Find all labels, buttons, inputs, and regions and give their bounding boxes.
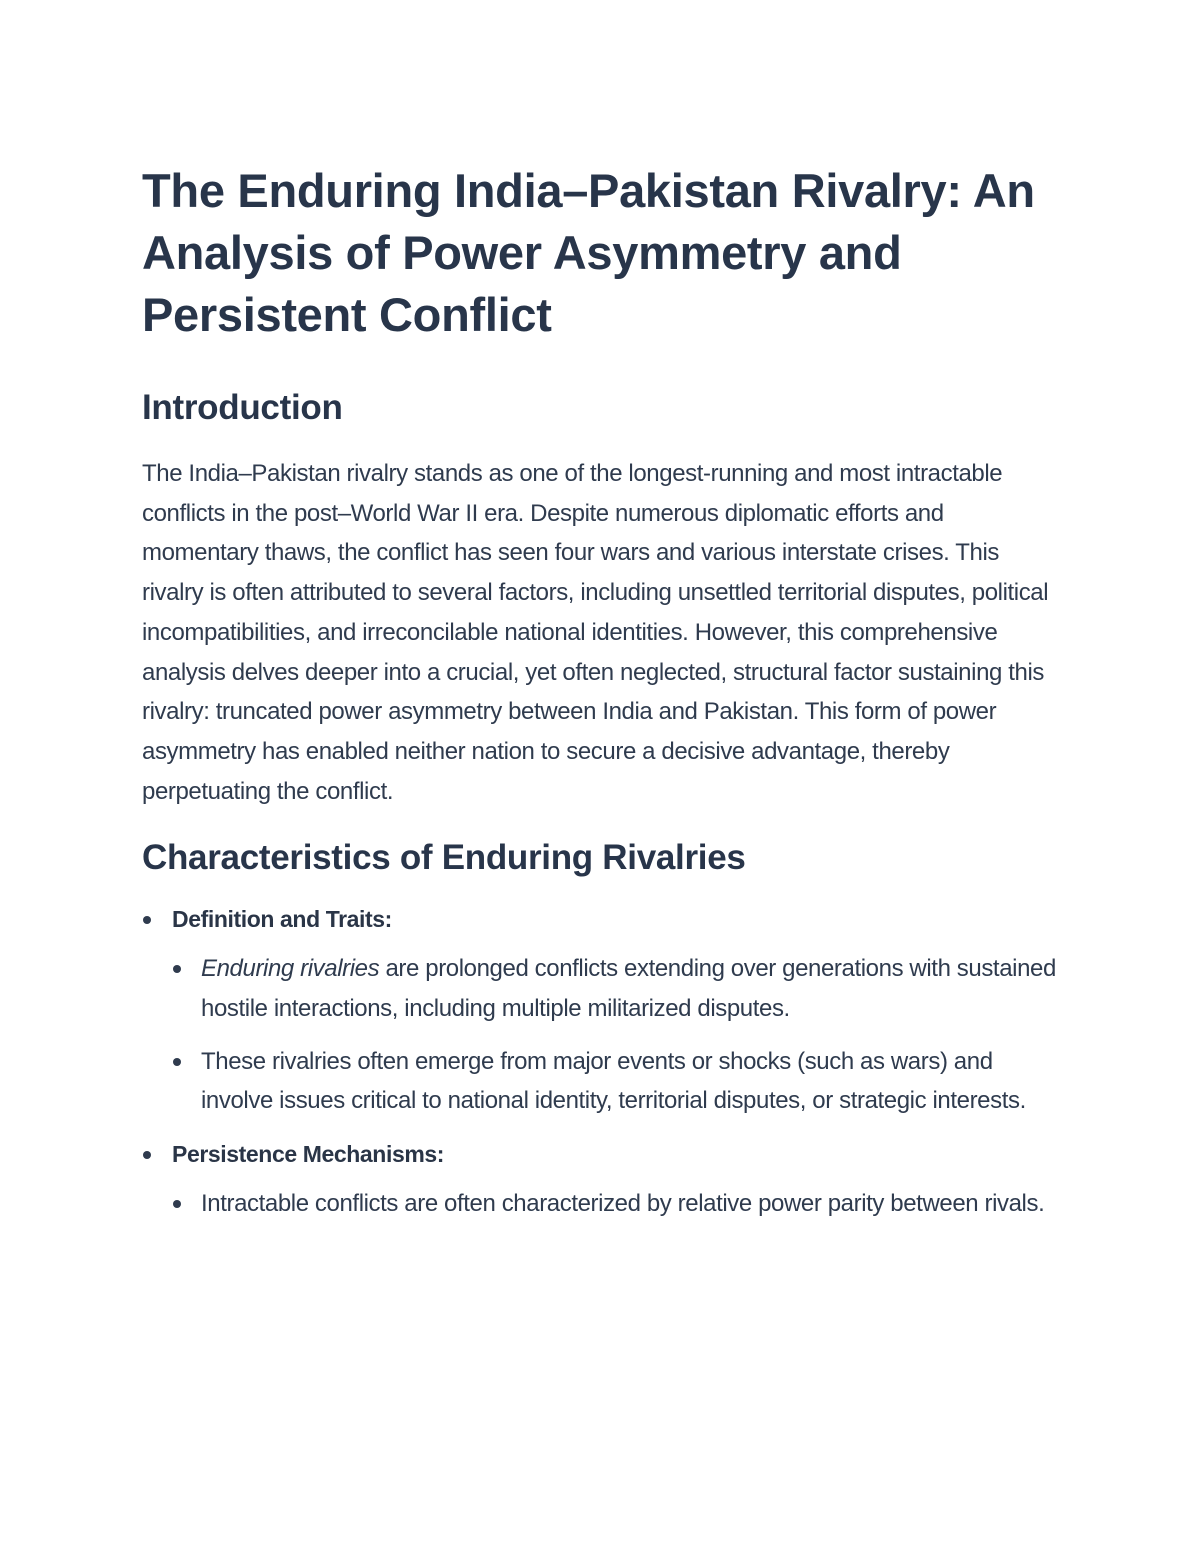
characteristics-list: [142, 900, 1062, 1224]
bullet-icon: [143, 916, 151, 924]
list-item: [142, 900, 1062, 1121]
sub-list-item: [172, 1042, 1062, 1121]
sub-list-item: [172, 1184, 1062, 1224]
sub-list: [172, 1184, 1062, 1224]
document-page: [142, 160, 1062, 1238]
bullet-icon: [173, 1200, 181, 1208]
bullet-icon: [143, 1151, 151, 1159]
document-title: The Enduring India–Pakistan Rivalry: An Analysis of Power Asymmetry and Persistent Conflict: [142, 164, 1035, 341]
introduction-heading: Introduction: [142, 388, 343, 427]
sub-list: [172, 949, 1062, 1121]
sub-list-item-text: are prolonged conflicts extending over generations with sustained hostile interactions, including multiple militarized disputes.: [201, 955, 1056, 1023]
emphasis-term: Enduring rivalries: [201, 955, 380, 983]
bullet-icon: [173, 965, 181, 973]
sub-list-item-text: Intractable conflicts are often characterized by relative power parity between rivals.: [201, 1190, 1045, 1218]
introduction-paragraph: The India–Pakistan rivalry stands as one of the longest-running and most intractable conflicts in the post–World War II era. Despite numerous diplomatic efforts and momentary thaws, the conflict has seen four wars and various interstate crises. This rivalry is often attributed to several factors, including unsettled territorial disputes, political incompatibilities, and irreconcilable national identities. However, this comprehensive analysis delves deeper into a crucial, yet often neglected, structural factor sustaining this rivalry: truncated power asymmetry between India and Pakistan. This form of power asymmetry has enabled neither nation to secure a decisive advantage, thereby perpetuating the conflict.: [142, 460, 1049, 805]
bullet-icon: [173, 1058, 181, 1066]
list-item: [142, 1135, 1062, 1224]
sub-list-item-text: These rivalries often emerge from major events or shocks (such as wars) and involve issues critical to national identity, territorial disputes, or strategic interests.: [201, 1047, 1026, 1115]
list-item-label: Persistence Mechanisms:: [172, 1141, 445, 1168]
sub-list-item: [172, 949, 1062, 1028]
list-item-label: Definition and Traits:: [172, 906, 392, 933]
characteristics-heading: Characteristics of Enduring Rivalries: [142, 838, 746, 878]
